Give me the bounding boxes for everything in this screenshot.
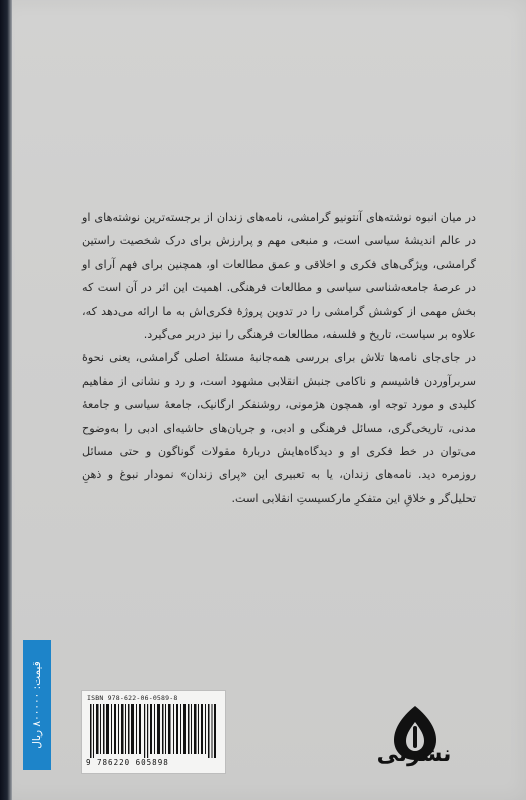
blurb-paragraph-2: در جای‌جای نامه‌ها تلاش برای بررسی همه‌جانبهٔ مسئلهٔ اصلی گرامشی، یعنی نحوهٔ سربرآوردن فاشیسم و ناکامی جنبش انقلابی مشهود است، و رد و نشانی از مفاهیم کلیدی و مورد توجه او، همچون هژمونی، روشنفکر ارگانیک، جامعهٔ سیاسی و جامعهٔ مدنی، تاریخی‌گری، مسائل فرهنگی و ادبی، و جریان‌های حاشیه‌ای ادبی را به‌وضوح می‌توان در خط فکری او و دیدگاه‌هایش دربارهٔ مقولات گوناگون و حتی مسائل روزمره دید. نامه‌های زندان، یا به تعبیری این «پرای زندان» نمودار نبوغ و ذهنِ تحلیل‌گر و خلاقِ این متفکرِ مارکسیستِ انقلابی است. xyxy=(82,351,476,505)
isbn-label: ISBN 978-622-06-0589-8 xyxy=(87,694,178,702)
price-text: قیمت: ۸۰۰۰۰۰ ریال xyxy=(31,661,43,749)
barcode-digits: 9 786220 605898 xyxy=(86,758,169,767)
back-cover-blurb xyxy=(82,206,476,510)
blurb-paragraph-1: در میان انبوه نوشته‌های آنتونیو گرامشی، نامه‌های زندان از برجسته‌ترین نوشته‌های او در عالم اندیشهٔ سیاسی است، و منبعی مهم و پرارزش برای درک شخصیت راستین گرامشی، ویژگی‌های فکری و اخلاقی و عمق مطالعات او، همچنین برای فهم آرای او در عرصهٔ جامعه‌شناسی سیاسی و مطالعات فرهنگی. اهمیت این اثر در آن است که بخش مهمی از کوشش گرامشی را در تدوین پروژهٔ فکری‌اش به ما ارائه می‌دهد که، علاوه بر سیاست، تاریخ و فلسفه، مطالعات فرهنگی را نیز دربر می‌گیرد. xyxy=(82,211,476,342)
book-spine-edge xyxy=(0,0,12,800)
barcode-icon xyxy=(88,704,218,758)
isbn-barcode xyxy=(81,690,226,774)
publisher-name: نشرنی xyxy=(376,742,452,767)
